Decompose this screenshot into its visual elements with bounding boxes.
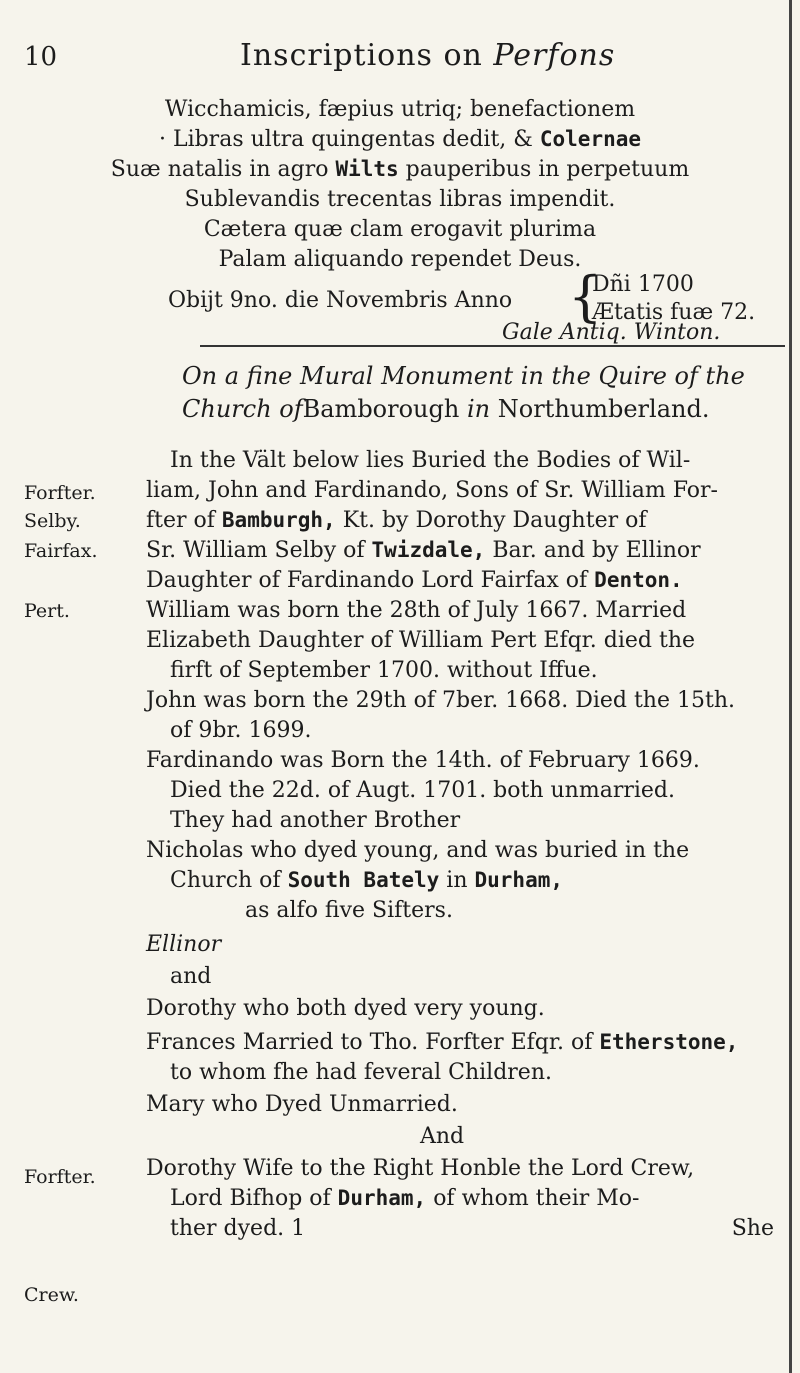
body-line-11: Fardinando was Born the 14th. of February 1669. <box>146 748 700 773</box>
body-line-8: firft of September 1700. without Iffue. <box>170 658 598 683</box>
body-line-26: ther dyed. 1 She <box>170 1216 774 1241</box>
title-line-2a: Church of <box>182 395 303 423</box>
margin-note-crew: Crew. <box>24 1284 79 1306</box>
body-line-15: Church of South Bately in Durham, <box>170 868 564 893</box>
title-line-2 <box>182 395 709 423</box>
obiit-line: Obijt 9no. die Novembris Anno <box>168 288 513 313</box>
body-line-14: Nicholas who dyed young, and was buried in the <box>146 838 690 863</box>
title-line-2b: Bamborough <box>302 395 460 423</box>
latin-line-6: Palam aliquando rependet Deus. <box>218 247 582 272</box>
body-line-3: fter of Bamburgh, Kt. by Dorothy Daughter of <box>146 508 647 533</box>
latin-line-3b: Wilts <box>335 157 399 181</box>
body-line-22: Mary who Dyed Unmarried. <box>146 1092 458 1117</box>
title-line-2c: in <box>466 395 491 423</box>
body-line-1: In the Vält below lies Buried the Bodies of Wil- <box>170 448 691 473</box>
latin-line-3c: pauperibus in perpetuum <box>405 157 690 182</box>
latin-line-4: Sublevandis trecentas libras impendit. <box>184 187 616 212</box>
header-word: Perfons <box>493 38 616 73</box>
body-line-24: Dorothy Wife to the Right Honble the Lord Crew, <box>146 1156 695 1181</box>
obiit-brace-top: Dñi 1700 <box>592 272 694 297</box>
source-citation: Gale Antiq. Winton. <box>502 320 721 345</box>
body-line-12: Died the 22d. of Augt. 1701. both unmarried. <box>170 778 675 803</box>
margin-note-pert: Pert. <box>24 600 70 622</box>
title-line-1: On a fine Mural Monument in the Quire of the <box>182 362 745 390</box>
body-line-25: Lord Bifhop of Durham, of whom their Mo- <box>170 1186 640 1211</box>
section-divider <box>200 345 785 347</box>
latin-line-2 <box>0 127 800 152</box>
latin-line-2a: · Libras ultra quingentas dedit, & <box>158 127 533 152</box>
body-line-2: liam, John and Fardinando, Sons of Sr. William For- <box>146 478 718 503</box>
body-line-17: Ellinor <box>146 932 222 957</box>
latin-line-3a: Suæ natalis in agro <box>110 157 329 182</box>
body-line-13: They had another Brother <box>170 808 461 833</box>
body-line-10: of 9br. 1699. <box>170 718 312 743</box>
body-line-20: Frances Married to Tho. Forfter Efqr. of Etherstone, <box>146 1030 739 1055</box>
body-line-9: John was born the 29th of 7ber. 1668. Died the 15th. <box>146 688 735 713</box>
latin-line-2b: Colernae <box>539 127 642 151</box>
body-line-6: William was born the 28th of July 1667. Married <box>146 598 687 623</box>
margin-note-fairfax: Fairfax. <box>24 540 98 562</box>
margin-note-forster-2: Forfter. <box>24 1166 96 1188</box>
obiit-brace-bottom: Ætatis fuæ 72. <box>592 300 756 325</box>
body-line-18: and <box>170 964 212 989</box>
latin-line-3 <box>0 157 800 182</box>
body-line-19: Dorothy who both dyed very young. <box>146 996 545 1021</box>
body-line-7: Elizabeth Daughter of William Pert Efqr. died the <box>146 628 696 653</box>
header-prefix: Inscriptions on <box>240 38 483 73</box>
title-line-2d: Northumberland. <box>497 395 710 423</box>
margin-note-selby: Selby. <box>24 510 81 532</box>
body-line-5: Daughter of Fardinando Lord Fairfax of Denton. <box>146 568 683 593</box>
body-line-16: as alfo five Sifters. <box>245 898 453 923</box>
body-line-4: Sr. William Selby of Twizdale, Bar. and by Ellinor <box>146 538 701 563</box>
latin-line-1: Wicchamicis, fæpius utriq; benefactionem <box>164 97 636 122</box>
body-line-23: And <box>420 1124 465 1149</box>
brace-glyph: { <box>568 265 603 328</box>
page-number: 10 <box>24 42 58 72</box>
latin-line-5: Cætera quæ clam erogavit plurima <box>203 217 597 242</box>
body-line-21: to whom fhe had feveral Children. <box>170 1060 552 1085</box>
running-header <box>240 38 615 73</box>
margin-note-forster-1: Forfter. <box>24 482 96 504</box>
